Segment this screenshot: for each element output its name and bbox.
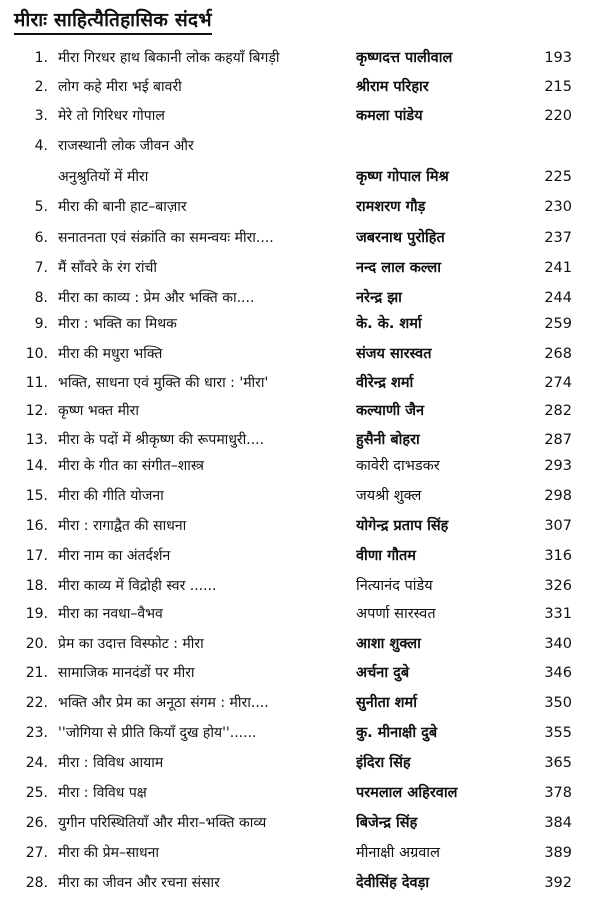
entry-page: 355 [544,725,572,741]
entry-number: 16. [25,518,48,534]
entry-page: 316 [544,548,572,564]
entry-title: मीरा का नवधा–वैभव [58,606,163,622]
entry-page: 244 [544,290,572,306]
toc-entry-11 [0,369,600,397]
toc-entry-24 [0,749,600,777]
entry-author: अर्चना दुबे [356,665,410,681]
entry-title: मीरा नाम का अंतर्दर्शन [58,548,171,564]
entry-author: परमलाल अहिरवाल [356,785,458,801]
entry-number: 9. [34,316,48,332]
entry-author: कल्याणी जैन [356,403,425,419]
entry-number: 28. [25,875,48,891]
entry-author: बिजेन्द्र सिंह [356,815,418,831]
entry-page: 392 [544,875,572,891]
toc-entry-28 [0,869,600,897]
entry-page: 298 [544,488,572,504]
entry-page: 241 [544,260,572,276]
entry-number: 11. [25,375,48,391]
entry-author: नन्द लाल कल्ला [356,260,442,276]
entry-page: 346 [544,665,572,681]
toc-entry-12 [0,397,600,425]
entry-number: 2. [34,79,48,95]
entry-page: 331 [544,606,572,622]
toc-entry-8 [0,284,600,312]
entry-page: 384 [544,815,572,831]
entry-page: 293 [544,458,572,474]
entry-title: मीरा : विविध पक्ष [58,785,147,801]
entry-author: इंदिरा सिंह [356,755,411,771]
entry-title: मीरा के पदों में श्रीकृष्ण की रूपमाधुरी.... [58,432,265,448]
entry-title: प्रेम का उदात्त विस्फोट : मीरा [58,636,204,652]
toc-entry-22 [0,689,600,717]
toc-entry-20 [0,630,600,658]
entry-page: 378 [544,785,572,801]
entry-title: अनुश्रुतियों में मीरा [58,169,149,185]
entry-number: 3. [34,108,48,124]
entry-page: 225 [544,169,572,185]
entry-author: अपर्णा सारस्वत [356,606,436,622]
entry-author: जबरनाथ पुरोहित [356,230,445,246]
entry-title: भक्ति और प्रेम का अनूठा संगम : मीरा.... [58,695,269,711]
toc-entry-4-cont [0,163,600,191]
section-heading: मीराः साहित्यैतिहासिक संदर्भ [14,8,212,35]
entry-number: 26. [25,815,48,831]
entry-page: 350 [544,695,572,711]
toc-entry-9 [0,310,600,338]
toc-entry-23 [0,719,600,747]
toc-entry-25 [0,779,600,807]
entry-author: वीरेन्द्र शर्मा [356,375,414,391]
entry-number: 14. [25,458,48,474]
entry-number: 7. [34,260,48,276]
entry-title: भक्ति, साधना एवं मुक्ति की धारा : 'मीरा' [58,375,269,391]
entry-title: मीरा : रागाद्वैत की साधना [58,518,187,534]
entry-page: 220 [544,108,572,124]
entry-author: जयश्री शुक्ल [356,488,422,504]
entry-number: 19. [25,606,48,622]
entry-page: 237 [544,230,572,246]
entry-title: सनातनता एवं संक्रांति का समन्वयः मीरा.... [58,230,274,246]
toc-entry-7 [0,254,600,282]
entry-author: मीनाक्षी अग्रवाल [356,845,440,861]
toc-entry-16 [0,512,600,540]
entry-title: कृष्ण भक्त मीरा [58,403,139,419]
entry-author: कृष्ण गोपाल मिश्र [356,169,449,185]
toc-entry-2 [0,73,600,101]
entry-number: 10. [25,346,48,362]
entry-author: योगेन्द्र प्रताप सिंह [356,518,449,534]
entry-number: 25. [25,785,48,801]
entry-author: संजय सारस्वत [356,346,432,362]
entry-author: सुनीता शर्मा [356,695,417,711]
entry-number: 8. [34,290,48,306]
entry-number: 15. [25,488,48,504]
entry-number: 23. [25,725,48,741]
entry-number: 22. [25,695,48,711]
entry-number: 4. [34,138,48,154]
entry-title: मीरा का जीवन और रचना संसार [58,875,220,891]
entry-title: मीरा की प्रेम–साधना [58,845,160,861]
entry-author: हुसैनी बोहरा [356,432,420,448]
entry-page: 340 [544,636,572,652]
entry-number: 6. [34,230,48,246]
toc-entry-5 [0,193,600,221]
entry-page: 215 [544,79,572,95]
entry-title: मेरे तो गिरिधर गोपाल [58,108,165,124]
toc-entry-18 [0,572,600,600]
entry-title: राजस्थानी लोक जीवन और [58,138,194,154]
entry-number: 5. [34,199,48,215]
entry-page: 365 [544,755,572,771]
entry-title: मीरा : विविध आयाम [58,755,164,771]
entry-page: 282 [544,403,572,419]
entry-author: कमला पांडेय [356,108,423,124]
entry-author: रामशरण गौड़ [356,199,426,215]
entry-title: मीरा के गीत का संगीत–शास्त्र [58,458,205,474]
entry-title: मीरा : भक्ति का मिथक [58,316,177,332]
entry-number: 18. [25,578,48,594]
toc-entry-4 [0,132,600,160]
entry-title: मीरा का काव्य : प्रेम और भक्ति का.... [58,290,255,306]
entry-author: वीणा गौतम [356,548,416,564]
toc-entry-6 [0,224,600,252]
entry-author: नरेन्द्र झा [356,290,402,306]
entry-page: 230 [544,199,572,215]
toc-entry-27 [0,839,600,867]
toc-entry-26 [0,809,600,837]
entry-page: 389 [544,845,572,861]
toc-entry-19 [0,600,600,628]
toc-entry-10 [0,340,600,368]
entry-number: 27. [25,845,48,861]
entry-title: मीरा गिरधर हाथ बिकानी लोक कहयाँ बिगड़ी [58,50,280,66]
entry-author: कावेरी दाभडकर [356,458,440,474]
entry-title: युगीन परिस्थितियाँ और मीरा–भक्ति काव्य [58,815,267,831]
entry-author: कृष्णदत्त पालीवाल [356,50,453,66]
entry-page: 259 [544,316,572,332]
entry-author: के. के. शर्मा [356,316,422,332]
toc-entry-14 [0,452,600,480]
toc-entry-13 [0,426,600,454]
entry-title: मीरा की गीति योजना [58,488,164,504]
entry-page: 287 [544,432,572,448]
toc-entry-17 [0,542,600,570]
entry-number: 12. [25,403,48,419]
entry-title: लोग कहे मीरा भई बावरी [58,79,182,95]
entry-title: मैं साँवरे के रंग रांची [58,260,158,276]
entry-number: 24. [25,755,48,771]
entry-title: सामाजिक मानदंडों पर मीरा [58,665,195,681]
entry-author: नित्यानंद पांडेय [356,578,433,594]
entry-author: कु. मीनाक्षी दुबे [356,725,438,741]
toc-entry-21 [0,659,600,687]
entry-title: ''जोगिया से प्रीति कियाँ दुख होय''...... [58,725,257,741]
toc-entry-1 [0,44,600,72]
entry-page: 326 [544,578,572,594]
entry-author: श्रीराम परिहार [356,79,429,95]
entry-page: 307 [544,518,572,534]
entry-number: 13. [25,432,48,448]
entry-page: 193 [544,50,572,66]
entry-number: 1. [34,50,48,66]
entry-page: 274 [544,375,572,391]
toc-entry-15 [0,482,600,510]
entry-author: देवीसिंह देवड़ा [356,875,430,891]
entry-number: 20. [25,636,48,652]
entry-number: 17. [25,548,48,564]
entry-author: आशा शुक्ला [356,636,421,652]
entry-number: 21. [25,665,48,681]
entry-page: 268 [544,346,572,362]
toc-entry-3 [0,102,600,130]
entry-title: मीरा की बानी हाट–बाज़ार [58,199,187,215]
entry-title: मीरा की मधुरा भक्ति [58,346,163,362]
entry-title: मीरा काव्य में विद्रोही स्वर ...... [58,578,217,594]
